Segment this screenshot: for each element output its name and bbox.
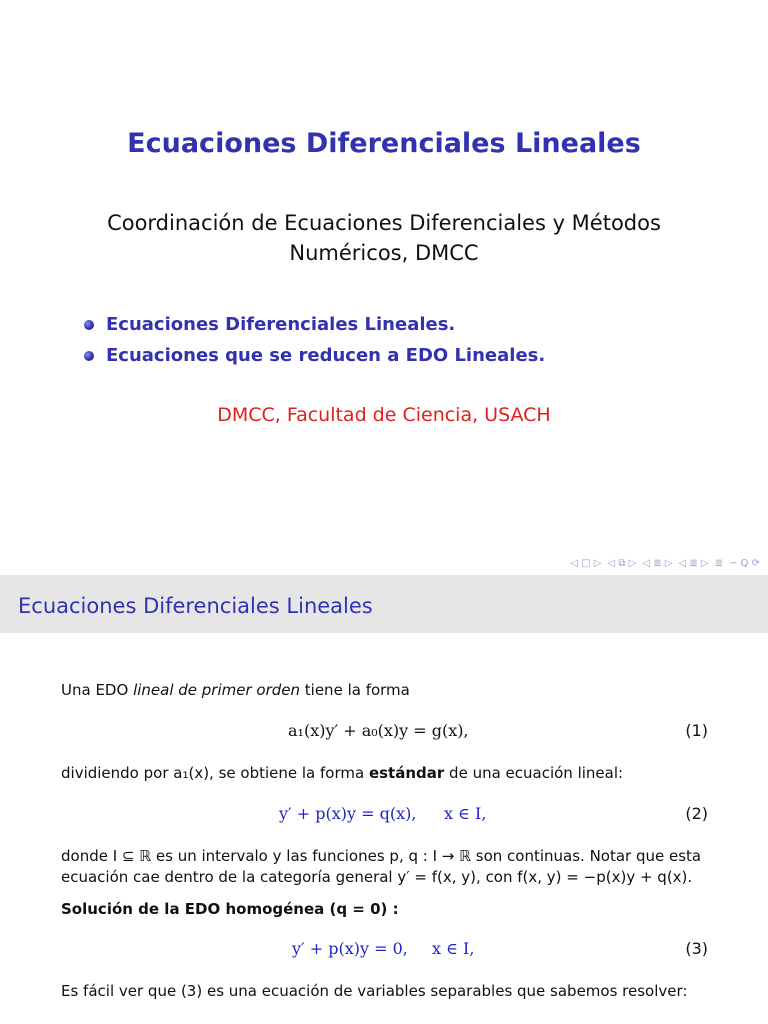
equation-2-number: (2) <box>685 804 708 823</box>
equation-1-number: (1) <box>685 721 708 740</box>
equation-2: y′ + p(x)y = q(x), <box>279 804 417 823</box>
divide-paragraph <box>61 762 623 784</box>
donde-line-1: donde I ⊆ ℝ es un intervalo y las funciones p, q : I → ℝ son continuas. Notar que esta <box>61 847 702 865</box>
outline-item-label: Ecuaciones Diferenciales Lineales. <box>106 314 456 335</box>
outline-item <box>82 311 545 342</box>
frame-header <box>0 575 768 633</box>
slide-title: Ecuaciones Diferenciales Lineales <box>127 128 641 159</box>
bullet-icon <box>84 320 94 330</box>
search-nav-icon[interactable]: ∽ Q ⟳ <box>729 557 760 569</box>
divide-prefix: dividiendo por a₁(x), se obtiene la forma <box>61 764 369 782</box>
subsection-nav-icon[interactable]: ◁ ≣ ▷ <box>642 557 673 569</box>
content-slide <box>0 575 768 1024</box>
slide-nav-icon[interactable]: ◁ □ ▷ <box>570 557 602 569</box>
divide-suffix: de una ecuación lineal: <box>444 764 624 782</box>
equation-3-number: (3) <box>685 939 708 958</box>
donde-line-2: ecuación cae dentro de la categoría general y′ = f(x, y), con f(x, y) = −p(x)y + q(x). <box>61 868 693 886</box>
equation-1: a₁(x)y′ + a₀(x)y = g(x), <box>288 721 469 740</box>
intro-prefix: Una EDO <box>61 681 134 699</box>
slide-subtitle: Coordinación de Ecuaciones Diferenciales y Métodos Numéricos, DMCC <box>107 211 661 265</box>
beamer-navigation-bar <box>570 555 760 571</box>
equation-3: y′ + p(x)y = 0, <box>292 939 408 958</box>
outline-list <box>82 311 545 373</box>
frame-title: Ecuaciones Diferenciales Lineales <box>18 594 373 618</box>
frame-nav-icon[interactable]: ◁ ⧉ ▷ <box>607 557 637 569</box>
divide-bold: estándar <box>368 764 445 782</box>
intro-paragraph <box>61 679 410 701</box>
equation-2-domain: x ∈ I, <box>444 804 487 823</box>
toc-nav-icon[interactable]: ≣ <box>714 557 723 569</box>
intro-suffix: tiene la forma <box>300 681 410 699</box>
outline-item-label: Ecuaciones que se reducen a EDO Lineales. <box>106 345 546 366</box>
outline-item <box>82 342 545 373</box>
homogeneous-heading: Solución de la EDO homogénea (q = 0) : <box>61 900 399 918</box>
equation-3-domain: x ∈ I, <box>432 939 475 958</box>
easy-line: Es fácil ver que (3) es una ecuación de variables separables que sabemos resolver: <box>61 982 688 1000</box>
bullet-icon <box>84 351 94 361</box>
section-nav-icon[interactable]: ◁ ≣ ▷ <box>678 557 709 569</box>
affiliation: DMCC, Facultad de Ciencia, USACH <box>217 404 551 426</box>
intro-italic: lineal de primer orden <box>133 681 301 699</box>
